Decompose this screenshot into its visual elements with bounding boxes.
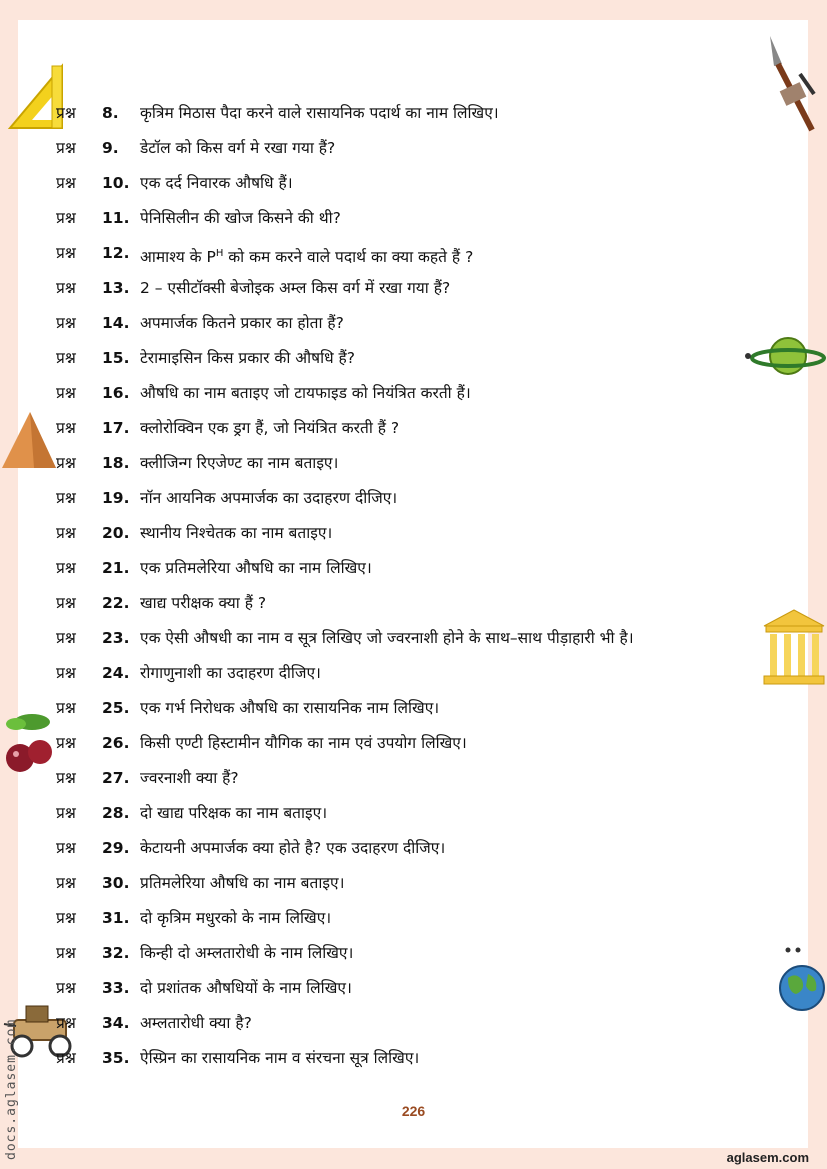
question-number: 9. [102,139,119,157]
question-text [140,271,776,306]
question-text-main: क्लोरोक्विन एक ड्रग हैं, जो नियंत्रित करती हैं ? [140,419,400,437]
question-number: 35. [102,1049,130,1067]
question-text-main: पेनिसिलीन की खोज किसने की थी? [140,209,341,227]
globe-icon [776,944,826,1016]
question-number: 28. [102,804,130,822]
question-text [140,586,776,621]
question-label: प्रश्न [56,244,76,262]
question-label: प्रश्न [56,839,76,857]
question-text [140,656,776,691]
question-label: प्रश्न [56,1049,76,1067]
question-text-main: डेटॉल को किस वर्ग मे रखा गया हैं? [140,139,336,157]
cherries-icon [2,708,58,778]
question-text [140,621,776,656]
question-number: 25. [102,699,130,717]
question-item [56,866,776,901]
question-text [140,901,776,936]
footer-site-name[interactable]: aglasem.com [726,1150,809,1165]
question-item [56,306,776,341]
question-number: 10. [102,174,130,192]
question-text [140,306,776,341]
question-label: प्रश्न [56,769,76,787]
question-text-main: ऐस्प्रिन का रासायनिक नाम व संरचना सूत्र लिखिए। [140,1049,420,1067]
question-number: 24. [102,664,130,682]
question-label: प्रश्न [56,314,76,332]
question-number: 19. [102,489,130,507]
question-number: 23. [102,629,130,647]
question-item [56,516,776,551]
question-text-main: किन्ही दो अम्लतारोधी के नाम लिखिए। [140,944,354,962]
question-text-main: दो कृत्रिम मधुरको के नाम लिखिए। [140,909,332,927]
question-text-main: 2 – एसीटॉक्सी बेजोइक अम्ल किस वर्ग में रखा गया हैं? [140,279,451,297]
page-number: 226 [401,1103,426,1119]
question-label: प्रश्न [56,559,76,577]
question-label: प्रश्न [56,909,76,927]
question-text-main: एक प्रतिमलेरिया औषधि का नाम लिखिए। [140,559,372,577]
question-item [56,691,776,726]
question-text-main: नॉन आयनिक अपमार्जक का उदाहरण दीजिए। [140,489,398,507]
question-text-rest: को कम करने वाले पदार्थ का क्या कहते हैं ? [223,248,474,267]
question-text [140,866,776,901]
question-number: 8. [102,104,119,122]
question-number: 31. [102,909,130,927]
question-text [140,411,776,446]
question-text [140,551,776,586]
question-text [140,971,776,1006]
question-list [56,96,776,1076]
question-item [56,761,776,796]
question-item [56,96,776,131]
question-number: 29. [102,839,130,857]
question-text-main: खाद्य परीक्षक क्या हैं ? [140,594,267,612]
question-text [140,1041,776,1076]
question-text-main: रोगाणुनाशी का उदाहरण दीजिए। [140,664,321,682]
question-number: 14. [102,314,130,332]
question-item [56,621,776,656]
question-item [56,236,776,271]
question-text-main: औषधि का नाम बताइए जो टायफाइड को नियंत्रित करती हैं। [140,384,471,402]
question-text [140,376,776,411]
question-item [56,796,776,831]
question-text [140,726,776,761]
question-label: प्रश्न [56,874,76,892]
question-label: प्रश्न [56,384,76,402]
question-item [56,481,776,516]
question-number: 22. [102,594,130,612]
question-text [140,1006,776,1041]
question-item [56,1041,776,1076]
question-label: प्रश्न [56,279,76,297]
question-number: 26. [102,734,130,752]
question-text-main: प्रतिमलेरिया औषधि का नाम बताइए। [140,874,345,892]
question-text-main: कृत्रिम मिठास पैदा करने वाले रासायनिक पदार्थ का नाम लिखिए। [140,104,499,122]
question-number: 18. [102,454,130,472]
question-item [56,586,776,621]
question-text [140,96,776,131]
question-item [56,201,776,236]
question-text-main: टेरामाइसिन किस प्रकार की औषधि हैं? [140,349,356,367]
question-number: 20. [102,524,130,542]
question-label: प्रश्न [56,979,76,997]
pyramid-icon [0,410,58,470]
question-text-main: किसी एण्टी हिस्टामीन यौगिक का नाम एवं उपयोग लिखिए। [140,734,467,752]
question-label: प्रश्न [56,944,76,962]
question-item [56,831,776,866]
question-text-main: अम्लतारोधी क्या है? [140,1014,252,1032]
question-number: 33. [102,979,130,997]
question-text-main: क्लीजिन्ग रिएजेण्ट का नाम बताइए। [140,454,339,472]
question-label: प्रश्न [56,664,76,682]
question-text-main: ज्वरनाशी क्या हैं? [140,769,239,787]
question-label: प्रश्न [56,594,76,612]
question-text [140,516,776,551]
question-item [56,901,776,936]
question-item [56,411,776,446]
question-text-main: एक दर्द निवारक औषधि हैं। [140,174,293,192]
question-item [56,341,776,376]
question-number: 12. [102,244,130,262]
question-number: 27. [102,769,130,787]
question-text-main: स्थानीय निश्चेतक का नाम बताइए। [140,524,333,542]
question-label: प्रश्न [56,419,76,437]
question-item [56,446,776,481]
question-label: प्रश्न [56,349,76,367]
question-item [56,656,776,691]
question-number: 32. [102,944,130,962]
question-label: प्रश्न [56,734,76,752]
question-label: प्रश्न [56,524,76,542]
question-label: प्रश्न [56,104,76,122]
question-text [140,166,776,201]
question-text [140,761,776,796]
question-text [140,481,776,516]
question-text [140,831,776,866]
question-item [56,726,776,761]
question-label: प्रश्न [56,489,76,507]
question-text [140,691,776,726]
question-text-main: दो प्रशांतक औषधियों के नाम लिखिए। [140,979,352,997]
question-text [140,131,776,166]
question-text [140,341,776,376]
question-text-main: दो खाद्य परिक्षक का नाम बताइए। [140,804,328,822]
question-item [56,936,776,971]
question-text-main: अपमार्जक कितने प्रकार का होता हैं? [140,314,344,332]
question-number: 15. [102,349,130,367]
question-item [56,376,776,411]
question-number: 30. [102,874,130,892]
question-text [140,236,776,271]
question-number: 17. [102,419,130,437]
question-superscript: H [215,248,224,259]
question-label: प्रश्न [56,1014,76,1032]
question-item [56,271,776,306]
question-text-main: आमाश्य के P [140,248,216,267]
question-item [56,1006,776,1041]
question-text [140,936,776,971]
question-number: 13. [102,279,130,297]
question-number: 11. [102,209,130,227]
question-label: प्रश्न [56,209,76,227]
question-text [140,201,776,236]
question-item [56,131,776,166]
watermark-text: docs.aglasem.com [4,1018,19,1160]
question-label: प्रश्न [56,174,76,192]
question-number: 34. [102,1014,130,1032]
question-text [140,796,776,831]
question-item [56,551,776,586]
question-item [56,971,776,1006]
question-label: प्रश्न [56,804,76,822]
question-label: प्रश्न [56,454,76,472]
question-number: 21. [102,559,130,577]
question-label: प्रश्न [56,629,76,647]
question-text-main: एक गर्भ निरोधक औषधि का रासायनिक नाम लिखिए। [140,699,440,717]
question-number: 16. [102,384,130,402]
question-label: प्रश्न [56,699,76,717]
question-text-main: केटायनी अपमार्जक क्या होते है? एक उदाहरण दीजिए। [140,839,446,857]
question-item [56,166,776,201]
question-text-main: एक ऐसी औषधी का नाम व सूत्र लिखिए जो ज्वरनाशी होने के साथ–साथ पीड़ाहारी भी है। [140,629,634,647]
question-label: प्रश्न [56,139,76,157]
question-text [140,446,776,481]
